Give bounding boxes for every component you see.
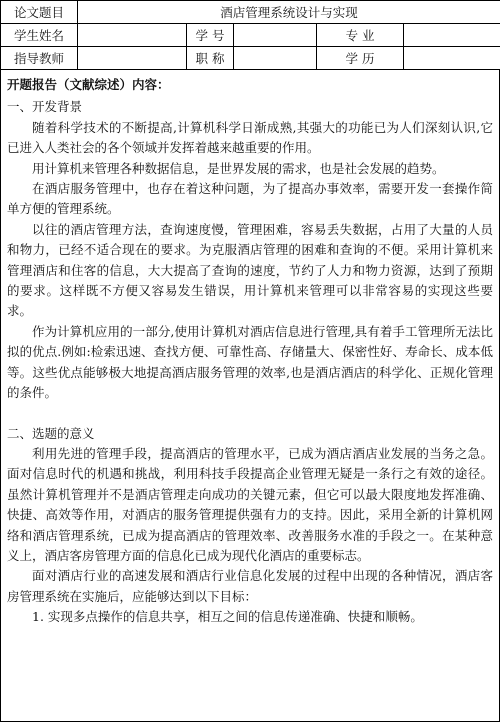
topic-label: 论文题目 bbox=[1, 1, 78, 24]
advisor-value bbox=[78, 47, 187, 70]
degree-label: 学 历 bbox=[317, 47, 404, 70]
background-paragraph: 在酒店服务管理中，也存在着这种问题，为了提高办事效率，需要开发一套操作简单方便的管理系统。 bbox=[7, 181, 493, 217]
section-title-background: 一、开发背景 bbox=[7, 99, 83, 115]
spacer bbox=[7, 404, 493, 424]
advisor-label: 指导教师 bbox=[1, 47, 78, 70]
student-id-label: 学 号 bbox=[187, 24, 234, 47]
info-table bbox=[0, 0, 500, 70]
report-content-box bbox=[0, 69, 500, 722]
student-name-label: 学生姓名 bbox=[1, 24, 78, 47]
title-value bbox=[234, 47, 317, 70]
student-row bbox=[1, 24, 500, 47]
background-paragraph: 用计算机来管理各种数据信息，是世界发展的需求，也是社会发展的趋势。 bbox=[32, 160, 445, 176]
major-value bbox=[404, 24, 500, 47]
goal-item: 1. 实现多点操作的信息共享，相互之间的信息传递准确、快捷和顺畅。 bbox=[32, 609, 423, 625]
student-name-value bbox=[78, 24, 187, 47]
section-title-significance: 二、选题的意义 bbox=[7, 425, 95, 441]
significance-paragraph: 利用先进的管理手段，提高酒店的管理水平，已成为酒店酒店业发展的当务之急。面对信息时代的机遇和挑战，利用科技手段提高企业管理无疑是一条行之有效的途径。虽然计算机管理并不是酒店管理走向成功的关键元素，但它可以最大限度地发挥准确、快捷、高效等作用，对酒店的服务管理提供强有力的支持。因此，采用全新的计算机网络和酒店管理系统，已成为提高酒店的管理效率、改善服务水准的手段之一。在某种意义上，酒店客房管理方面的信息化已成为现代化酒店的重要标志。 bbox=[7, 445, 493, 563]
title-label: 职 称 bbox=[187, 47, 234, 70]
significance-paragraph: 面对酒店行业的高速发展和酒店行业信息化发展的过程中出现的各种情况，酒店客房管理系统在实施后，应能够达到以下目标： bbox=[7, 568, 493, 604]
advisor-row bbox=[1, 47, 500, 70]
background-paragraph: 随着科学技术的不断提高,计算机科学日渐成熟,其强大的功能已为人们深刻认识,它已进入人类社会的各个领域并发挥着越来越重要的作用。 bbox=[7, 119, 493, 156]
report-heading: 开题报告（文献综述）内容： bbox=[7, 77, 170, 92]
topic-value: 酒店管理系统设计与实现 bbox=[78, 1, 500, 24]
student-id-value bbox=[234, 24, 317, 47]
major-label: 专 业 bbox=[317, 24, 404, 47]
background-paragraph: 以往的酒店管理方法，查询速度慢，管理困难，容易丢失数据，占用了大量的人员和物力，已经不适合现在的要求。为克服酒店管理的困难和查询的不便。采用计算机来管理酒店和住客的信息，大大提高了查询的速度，节约了人力和物力资源，达到了预期的要求。这样既不方便又容易发生错误，用计算机来管理可以非常容易的实现这些要求。 bbox=[7, 221, 493, 319]
degree-value bbox=[404, 47, 500, 70]
background-paragraph: 作为计算机应用的一部分,使用计算机对酒店信息进行管理,具有着手工管理所无法比拟的优点.例如:检索迅速、查找方便、可靠性高、存储量大、保密性好、寿命长、成本低等。这些优点能够极大地提高酒店服务管理的效率,也是酒店酒店的科学化、正规化管理的条件。 bbox=[7, 323, 493, 401]
topic-row bbox=[1, 1, 500, 24]
